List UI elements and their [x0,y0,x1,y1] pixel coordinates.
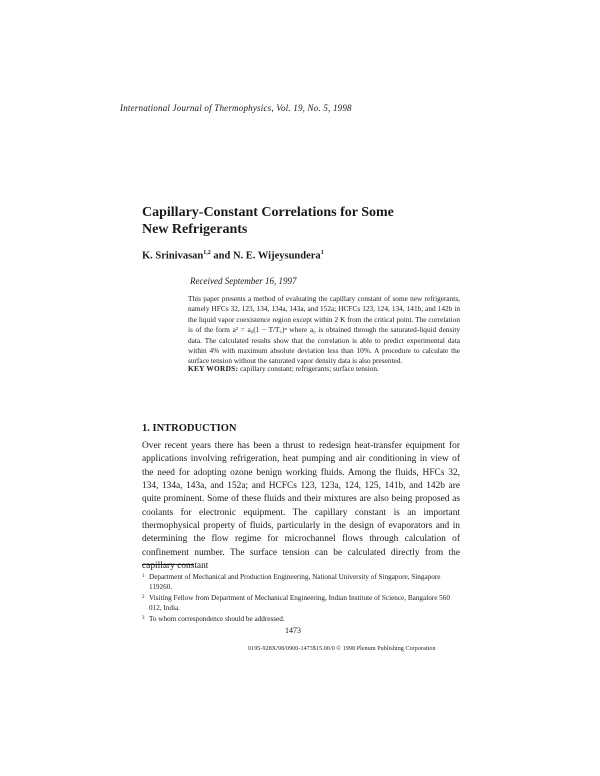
footnote-item [142,593,460,613]
keywords-line [188,364,460,373]
author-joiner: and [210,250,233,262]
author-2: N. E. Wijeysundera [232,250,321,262]
page-number: 1473 [285,626,301,635]
received-date: Received September 16, 1997 [190,276,297,286]
author-1: K. Srinivasan [142,250,204,262]
footnote-item [142,614,460,624]
footnote-divider [142,564,194,565]
title-line-2: New Refrigerants [142,222,248,237]
footnote-mark: 1 [142,574,145,579]
copyright-line: 0195-928X/98/0900-1473$15.00/0 © 1998 Plenum Publishing Corporation [248,646,436,652]
footnote-item [142,572,460,592]
section-heading-introduction: 1. INTRODUCTION [142,423,237,434]
author-line [142,250,324,262]
title-line-1: Capillary-Constant Correlations for Some [142,205,394,220]
footnotes [142,572,460,625]
paper-title [142,204,462,238]
keywords-label: KEY WORDS: [188,364,239,373]
author-2-affiliation-marks: 1 [320,250,324,256]
footnote-mark: 3 [142,616,145,621]
abstract: This paper presents a method of evaluating the capillary constant of some new refrigerants, namely HFCs 32, 123, 134, 134a, 143a, and 152a; HCFCs 123, 124, 134, 141b, and 142b in the liquid vapor coexistence region except within 2 K from the critical point. The correlation is of the form a² = a₀(1 − T/T꜀)ⁿ where a₀ is obtained through the saturated-liquid density data. The calculated results show that the correlation is able to predict experimental data within 4% with maximum absolute deviation less than 10%. A procedure to calculate the surface tension without the saturated vapor density data is also presented. [188,294,460,366]
keywords-list: capillary constant; refrigerants; surface tension. [240,364,379,373]
introduction-paragraph: Over recent years there has been a thrust to redesign heat-transfer equipment for applications involving refrigeration, heat pumping and air conditioning in view of the need for adopting ozone benign working fluids. Among the fluids, HFCs 32, 134, 134a, 143a, and 152a; and HCFCs 123, 123a, 124, 125, 141b, and 142b are quite prominent. Some of these fluids and their mixtures are also being proposed as coolants for electronic equipment. The capillary constant is an important thermophysical property of fluids, particularly in the design of evaporators and in determining the flow regime for microchannel flows through calculation of confinement number. The surface tension can be calculated directly from the capillary constant [142,441,460,572]
author-1-affiliation-marks: 1,2 [203,250,211,256]
footnote-text: To whom correspondence should be addressed. [149,615,285,623]
journal-header: International Journal of Thermophysics, Vol. 19, No. 5, 1998 [120,103,352,113]
footnote-text: Department of Mechanical and Production Engineering, National University of Singapore, Singapore 119260. [149,573,441,591]
footnote-text: Visiting Fellow from Department of Mechanical Engineering, Indian Institute of Science, Bangalore 560 012, India. [149,594,450,612]
footnote-mark: 2 [142,595,145,600]
